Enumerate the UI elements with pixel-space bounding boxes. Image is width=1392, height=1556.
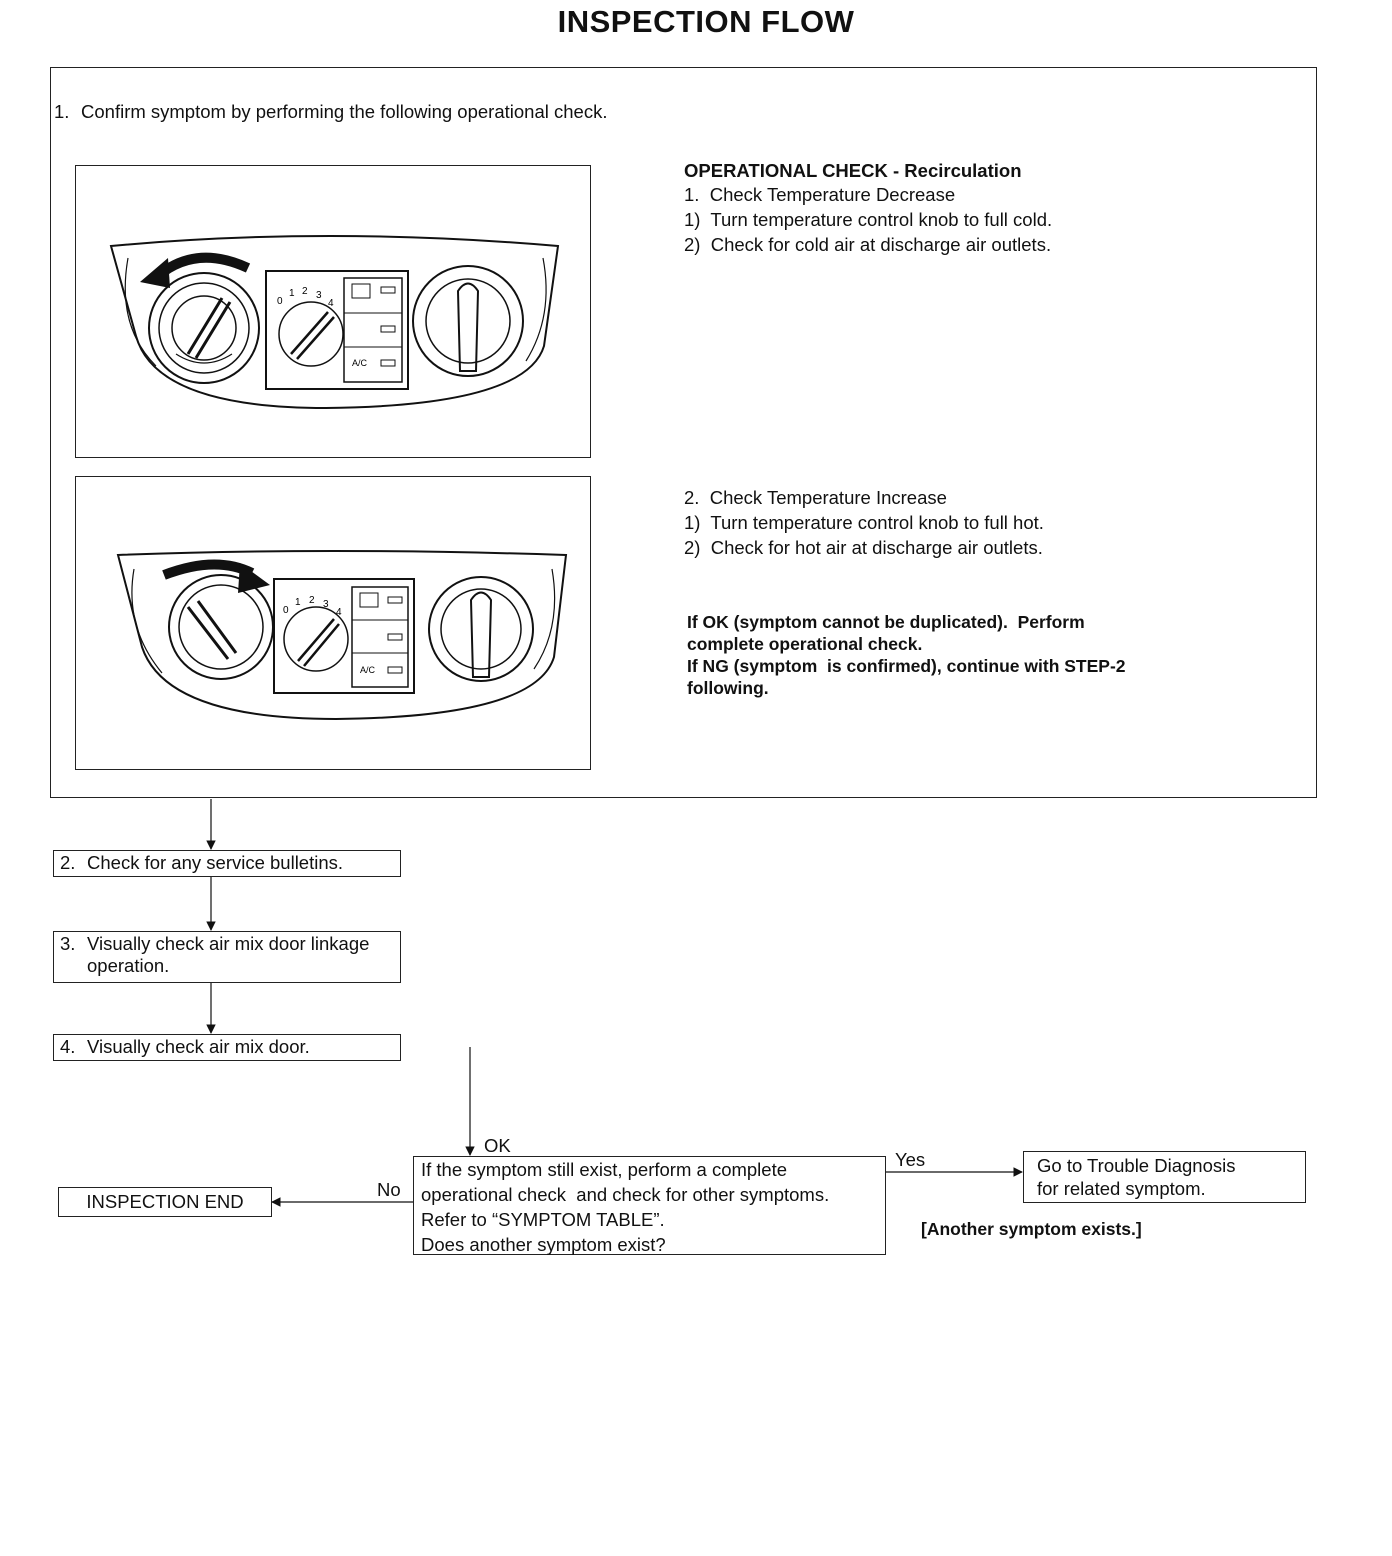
diagnosis-line-2: for related symptom. bbox=[1037, 1178, 1206, 1199]
decrease-item-2: 2) Check for cold air at discharge air outlets. bbox=[684, 234, 1052, 255]
step2-text: Check for any service bulletins. bbox=[87, 852, 344, 873]
step3-box bbox=[53, 931, 401, 983]
step3-text: Visually check air mix door linkage operation. bbox=[87, 933, 370, 976]
ac-label: A/C bbox=[352, 358, 368, 368]
fan-label-4: 4 bbox=[328, 298, 334, 309]
step2-number: 2. bbox=[60, 852, 76, 873]
step1-text: Confirm symptom by performing the following operational check. bbox=[81, 101, 608, 122]
decrease-title: 1. Check Temperature Decrease bbox=[684, 184, 956, 205]
increase-title: 2. Check Temperature Increase bbox=[684, 487, 947, 508]
decision-line-4: Does another symptom exist? bbox=[421, 1234, 666, 1255]
trouble-diagnosis-box bbox=[1023, 1151, 1306, 1203]
no-label: No bbox=[377, 1179, 401, 1200]
step4-box bbox=[53, 1034, 401, 1061]
fan-label-2: 2 bbox=[302, 286, 308, 297]
page-title: INSPECTION FLOW bbox=[557, 4, 855, 39]
inspection-end-box: INSPECTION END bbox=[58, 1187, 272, 1217]
figure-hot-setting bbox=[75, 476, 591, 770]
decision-line-3: Refer to “SYMPTOM TABLE”. bbox=[421, 1209, 665, 1230]
yes-label: Yes bbox=[895, 1149, 926, 1170]
fan-label-3-b: 3 bbox=[323, 599, 329, 610]
decision-line-1: If the symptom still exist, perform a complete bbox=[421, 1159, 788, 1180]
step3-number: 3. bbox=[60, 933, 76, 954]
increase-item-1: 1) Turn temperature control knob to full hot. bbox=[684, 512, 1044, 533]
result-note-4: following. bbox=[687, 678, 769, 698]
ac-label-b: A/C bbox=[360, 665, 376, 675]
fan-label-0: 0 bbox=[277, 296, 283, 307]
step4-text: Visually check air mix door. bbox=[87, 1036, 310, 1057]
fan-label-1: 1 bbox=[289, 288, 295, 299]
increase-item-2: 2) Check for hot air at discharge air outlets. bbox=[684, 537, 1043, 558]
decrease-item-1: 1) Turn temperature control knob to full cold. bbox=[684, 209, 1053, 230]
operational-check-heading: OPERATIONAL CHECK - Recirculation bbox=[684, 160, 1022, 181]
step1-number: 1. bbox=[54, 101, 70, 122]
diagnosis-line-1: Go to Trouble Diagnosis bbox=[1037, 1155, 1236, 1176]
result-note-2: complete operational check. bbox=[687, 634, 923, 654]
fan-label-4-b: 4 bbox=[336, 607, 342, 618]
fan-label-0-b: 0 bbox=[283, 605, 289, 616]
step2-box bbox=[53, 850, 401, 877]
result-note-3: If NG (symptom is confirmed), continue with STEP-2 bbox=[687, 656, 1126, 676]
step4-number: 4. bbox=[60, 1036, 76, 1057]
figure-cold-setting bbox=[75, 165, 591, 458]
control-panel-cold-illustration bbox=[76, 166, 590, 457]
fan-label-3: 3 bbox=[316, 290, 322, 301]
another-symptom-note: [Another symptom exists.] bbox=[921, 1219, 1142, 1239]
fan-label-2-b: 2 bbox=[309, 595, 315, 606]
control-panel-hot-illustration bbox=[76, 477, 590, 769]
decision-line-2: operational check and check for other symptoms. bbox=[421, 1184, 830, 1205]
ok-label: OK bbox=[484, 1135, 511, 1156]
decision-box bbox=[413, 1156, 886, 1255]
fan-label-1-b: 1 bbox=[295, 597, 301, 608]
result-note-1: If OK (symptom cannot be duplicated). Perform bbox=[687, 612, 1085, 632]
